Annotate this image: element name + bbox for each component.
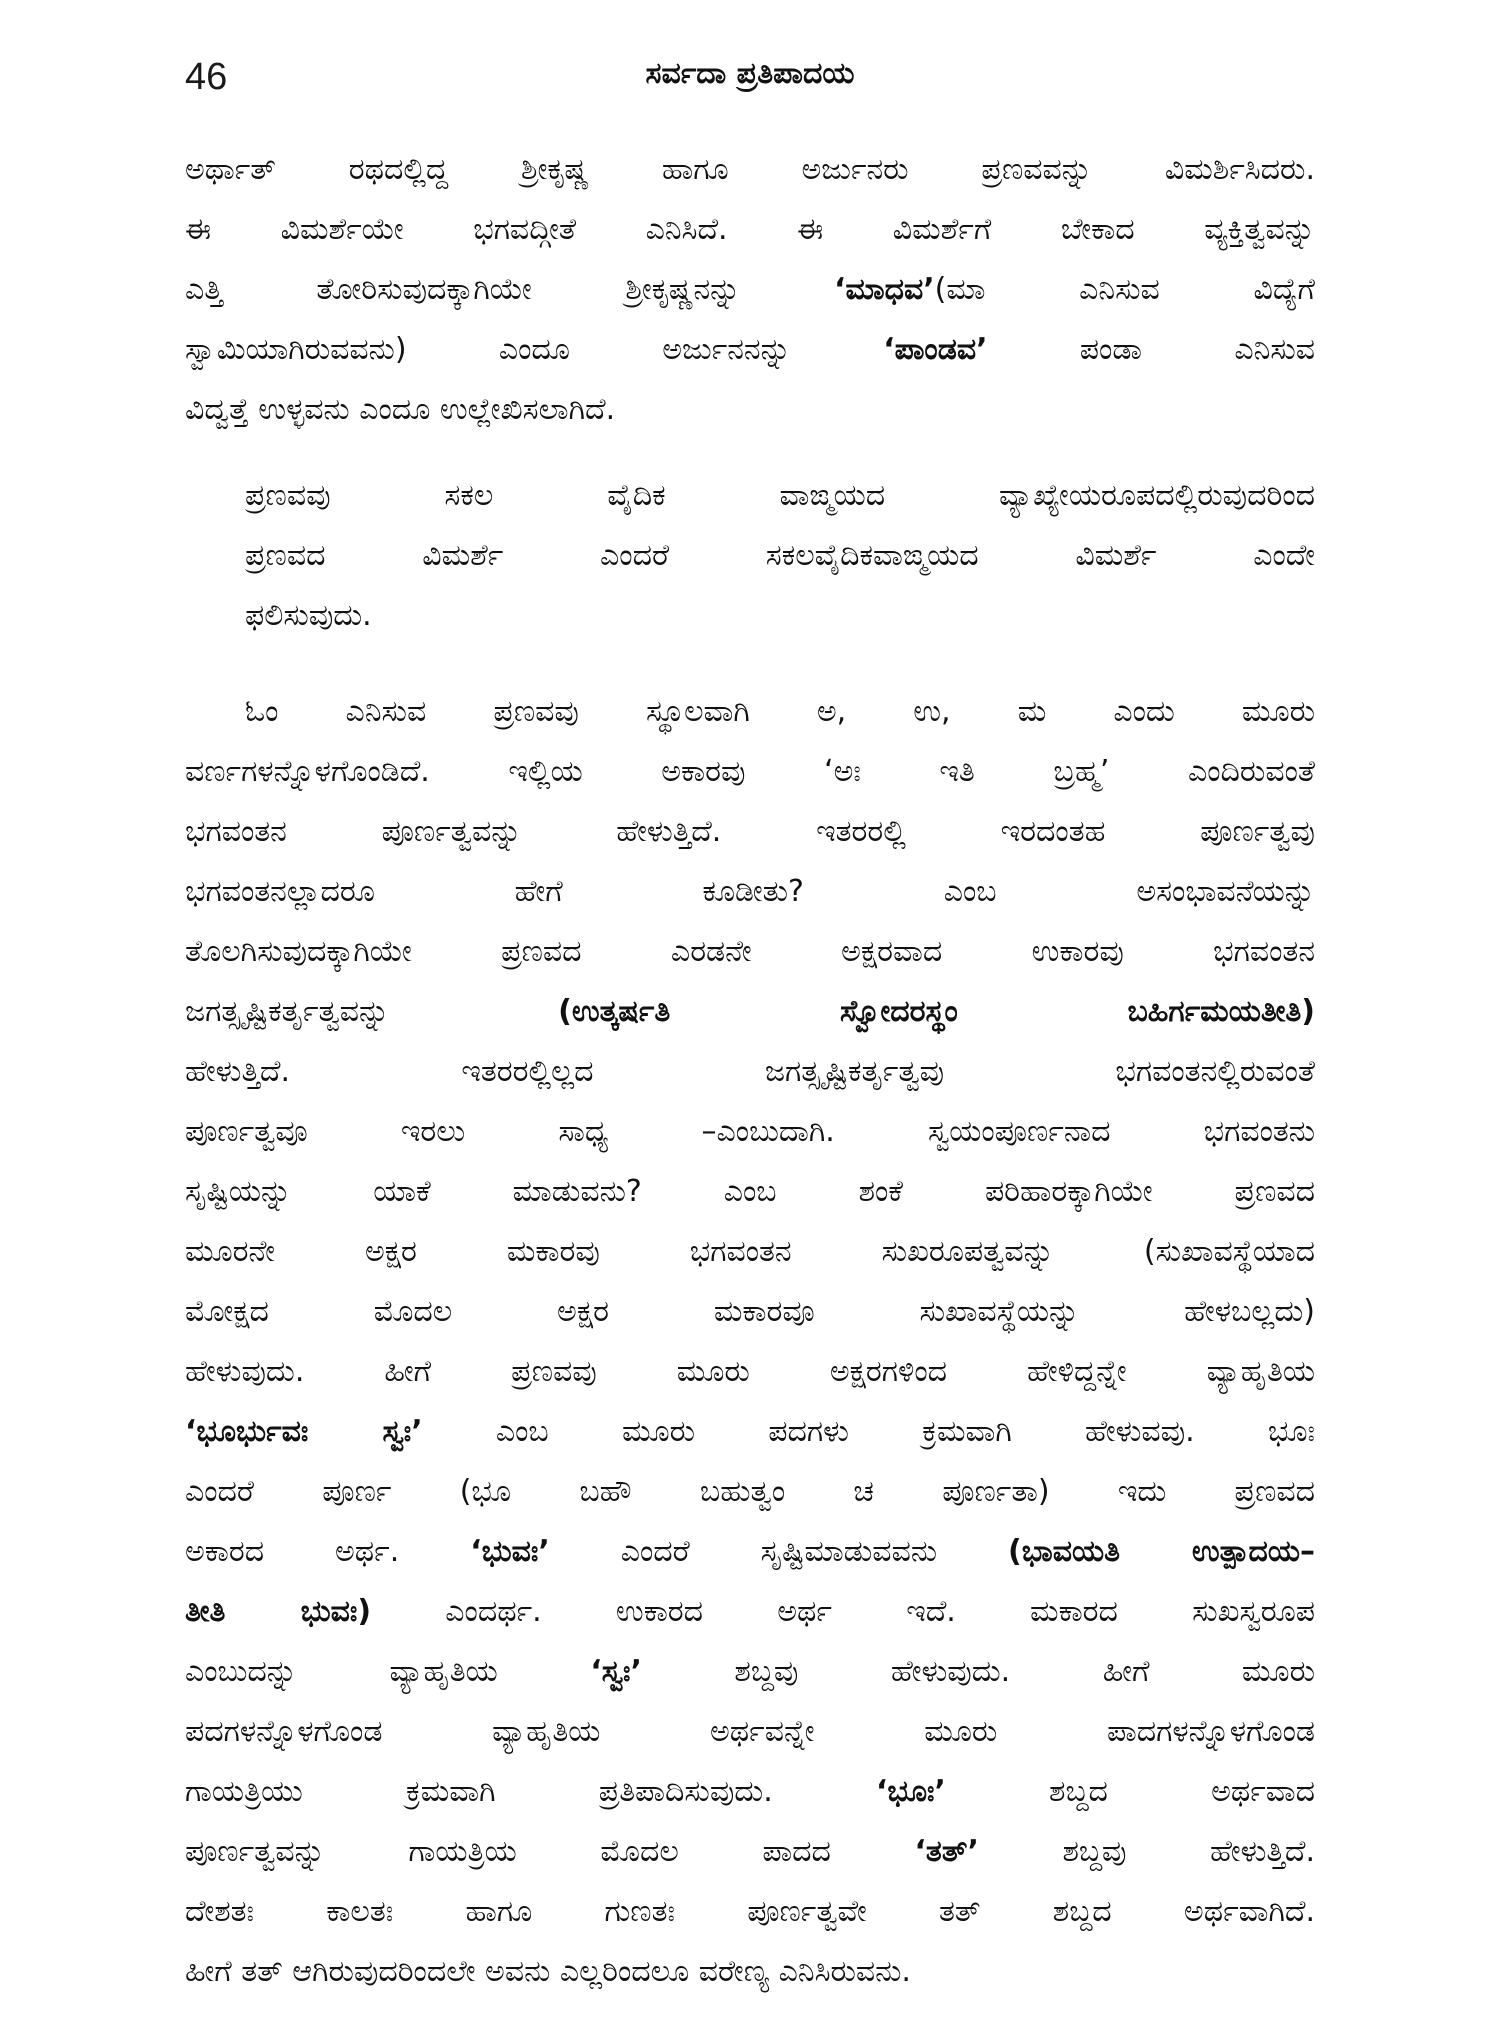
text-run: ಅಕಾರದ ಅರ್ಥ. — [185, 1534, 471, 1569]
text-line: ಓಂ ಎನಿಸುವ ಪ್ರಣವವು ಸ್ಥೂಲವಾಗಿ ಅ, ಉ, ಮ ಎಂದು ಮೂರು — [245, 694, 1315, 729]
text-line: ಪೂರ್ಣತ್ವವೂ ಇರಲು ಸಾಧ್ಯ –ಎಂಬುದಾಗಿ. ಸ್ವಯಂಪೂರ್ಣನಾದ ಭಗವಂತನು — [185, 1114, 1315, 1149]
bold-term: ‘ತತ್’ — [914, 1834, 979, 1869]
text-run: ಸ್ವಾಮಿಯಾಗಿರುವವನು) ಎಂದೂ ಅರ್ಜುನನನ್ನು — [185, 332, 884, 367]
text-line: ಫಲಿಸುವುದು. — [245, 598, 372, 633]
text-line — [185, 1642, 1315, 1702]
bold-term: (ಉತ್ಕರ್ಷತಿ ಸ್ವೋದರಸ್ಥಂ ಬಹಿರ್ಗಮಯತೀತಿ) — [558, 994, 1315, 1029]
text-line: ಮೂರನೇ ಅಕ್ಷರ ಮಕಾರವು ಭಗವಂತನ ಸುಖರೂಪತ್ವವನ್ನು (ಸುಖಾವಸ್ಥೆಯಾದ — [185, 1234, 1315, 1269]
bold-term: ‘ಮಾಧವ’ — [834, 272, 935, 307]
text-run: ಗಾಯತ್ರಿಯು ಕ್ರಮವಾಗಿ ಪ್ರತಿಪಾದಿಸುವುದು. — [185, 1774, 876, 1809]
text-run: (ಮಾ ಎನಿಸುವ ವಿದ್ಯೆಗೆ — [934, 272, 1315, 307]
text-line — [185, 320, 1315, 380]
text-run: ಜಗತ್ಸೃಷ್ಟಿಕರ್ತೃತ್ವವನ್ನು — [185, 994, 559, 1029]
text-run: ಎಂಬುದನ್ನು ವ್ಯಾಹೃತಿಯ — [185, 1654, 591, 1689]
text-line — [185, 1822, 1315, 1882]
page-number: 46 — [185, 56, 228, 98]
text-line: ಎಂದರೆ ಪೂರ್ಣ (ಭೂ ಬಹೌ ಬಹುತ್ವಂ ಚ ಪೂರ್ಣತಾ) ಇದು ಪ್ರಣವದ — [185, 1474, 1315, 1509]
text-line: ಪ್ರಣವವು ಸಕಲ ವೈದಿಕ ವಾಙ್ಮಯದ ವ್ಯಾಖ್ಯೇಯರೂಪದಲ್ಲಿರುವುದರಿಂದ — [245, 478, 1315, 513]
bold-term: ‘ಸ್ವಃ’ — [590, 1654, 642, 1689]
text-line: ಪ್ರಣವದ ವಿಮರ್ಶೆ ಎಂದರೆ ಸಕಲವೈದಿಕವಾಙ್ಮಯದ ವಿಮರ್ಶೆ ಎಂದೇ — [245, 538, 1315, 573]
text-run: ಶಬ್ದವು ಹೇಳುವುದು. ಹೀಗೆ ಮೂರು — [641, 1654, 1315, 1689]
text-line: ಸೃಷ್ಟಿಯನ್ನು ಯಾಕೆ ಮಾಡುವನು? ಎಂಬ ಶಂಕೆ ಪರಿಹಾರಕ್ಕಾಗಿಯೇ ಪ್ರಣವದ — [185, 1174, 1315, 1209]
text-line: ತೊಲಗಿಸುವುದಕ್ಕಾಗಿಯೇ ಪ್ರಣವದ ಎರಡನೇ ಅಕ್ಷರವಾದ ಉಕಾರವು ಭಗವಂತನ — [185, 934, 1315, 969]
bold-term: ‘ಪಾಂಡವ’ — [883, 332, 988, 367]
text-run: ಶಬ್ದದ ಅರ್ಥವಾದ — [945, 1774, 1316, 1809]
text-line: ಹೀಗೆ ತತ್ ಆಗಿರುವುದರಿಂದಲೇ ಅವನು ಎಲ್ಲರಿಂದಲೂ ವರೇಣ್ಯ ಎನಿಸಿರುವನು. — [185, 1954, 911, 1989]
bold-term: (ಭಾವಯತಿ ಉತ್ಪಾದಯ– — [1007, 1534, 1315, 1569]
text-line — [185, 982, 1315, 1042]
bold-term: ‘ಭೂಃ’ — [875, 1774, 946, 1809]
text-line — [185, 1402, 1315, 1462]
text-line: ವರ್ಣಗಳನ್ನೊಳಗೊಂಡಿದೆ. ಇಲ್ಲಿಯ ಅಕಾರವು ‘ಅಃ ಇತಿ ಬ್ರಹ್ಮ’ ಎಂದಿರುವಂತೆ — [185, 754, 1315, 789]
text-line: ದೇಶತಃ ಕಾಲತಃ ಹಾಗೂ ಗುಣತಃ ಪೂರ್ಣತ್ವವೇ ತತ್ ಶಬ್ದದ ಅರ್ಥವಾಗಿದೆ. — [185, 1894, 1315, 1929]
paragraph — [185, 140, 1315, 440]
text-line: ವಿದ್ವತ್ತೆ ಉಳ್ಳವನು ಎಂದೂ ಉಲ್ಲೇಖಿಸಲಾಗಿದೆ. — [185, 392, 616, 427]
text-line: ಭಗವಂತನಲ್ಲಾದರೂ ಹೇಗೆ ಕೂಡೀತು? ಎಂಬ ಅಸಂಭಾವನೆಯನ್ನು — [185, 874, 1315, 909]
text-line: ಹೇಳುವುದು. ಹೀಗೆ ಪ್ರಣವವು ಮೂರು ಅಕ್ಷರಗಳಿಂದ ಹೇಳಿದ್ದನ್ನೇ ವ್ಯಾಹೃತಿಯ — [185, 1354, 1315, 1389]
text-line — [185, 1522, 1315, 1582]
text-run: ಶಬ್ದವು ಹೇಳುತ್ತಿದೆ. — [978, 1834, 1315, 1869]
text-line — [185, 1762, 1315, 1822]
text-line — [185, 1582, 1315, 1642]
paragraph — [185, 466, 1315, 646]
text-line: ಪದಗಳನ್ನೊಳಗೊಂಡ ವ್ಯಾಹೃತಿಯ ಅರ್ಥವನ್ನೇ ಮೂರು ಪಾದಗಳನ್ನೊಳಗೊಂಡ — [185, 1714, 1315, 1749]
text-line: ಮೋಕ್ಷದ ಮೊದಲ ಅಕ್ಷರ ಮಕಾರವೂ ಸುಖಾವಸ್ಥೆಯನ್ನು ಹೇಳಬಲ್ಲದು) — [185, 1294, 1315, 1329]
page-body — [185, 140, 1315, 2028]
bold-term: ‘ಭುವಃ’ — [470, 1534, 550, 1569]
text-run: ಎಂಬ ಮೂರು ಪದಗಳು ಕ್ರಮವಾಗಿ ಹೇಳುವವು. ಭೂಃ — [422, 1414, 1316, 1449]
paragraph — [185, 682, 1315, 2002]
running-title: ಸರ್ವದಾ ಪ್ರತಿಪಾದಯ — [645, 56, 855, 91]
text-run: ಎಂದರೆ ಸೃಷ್ಟಿಮಾಡುವವನು — [549, 1534, 1008, 1569]
text-run: ಎಂದರ್ಥ. ಉಕಾರದ ಅರ್ಥ ಇದೆ. ಮಕಾರದ ಸುಖಸ್ವರೂಪ — [371, 1594, 1316, 1629]
bold-term: ತೀತಿ ಭುವಃ) — [185, 1594, 372, 1629]
text-line: ಈ ವಿಮರ್ಶೆಯೇ ಭಗವದ್ಗೀತೆ ಎನಿಸಿದೆ. ಈ ವಿಮರ್ಶೆಗೆ ಬೇಕಾದ ವ್ಯಕ್ತಿತ್ವವನ್ನು — [185, 212, 1315, 247]
text-run: ಪೂರ್ಣತ್ವವನ್ನು ಗಾಯತ್ರಿಯ ಮೊದಲ ಪಾದದ — [185, 1834, 915, 1869]
text-line: ಅರ್ಥಾತ್ ರಥದಲ್ಲಿದ್ದ ಶ್ರೀಕೃಷ್ಣ ಹಾಗೂ ಅರ್ಜುನರು ಪ್ರಣವವನ್ನು ವಿಮರ್ಶಿಸಿದರು. — [185, 152, 1315, 187]
bold-term: ‘ಭೂರ್ಭುವಃ ಸ್ವಃ’ — [185, 1414, 423, 1449]
text-run: ಎತ್ತಿ ತೋರಿಸುವುದಕ್ಕಾಗಿಯೇ ಶ್ರೀಕೃಷ್ಣನನ್ನು — [185, 272, 835, 307]
text-run: ಪಂಡಾ ಎನಿಸುವ — [987, 332, 1315, 367]
text-line: ಭಗವಂತನ ಪೂರ್ಣತ್ವವನ್ನು ಹೇಳುತ್ತಿದೆ. ಇತರರಲ್ಲಿ ಇರದಂತಹ ಪೂರ್ಣತ್ವವು — [185, 814, 1315, 849]
text-line: ಹೇಳುತ್ತಿದೆ. ಇತರರಲ್ಲಿಲ್ಲದ ಜಗತ್ಸೃಷ್ಟಿಕರ್ತೃತ್ವವು ಭಗವಂತನಲ್ಲಿರುವಂತೆ — [185, 1054, 1315, 1089]
text-line — [185, 260, 1315, 320]
